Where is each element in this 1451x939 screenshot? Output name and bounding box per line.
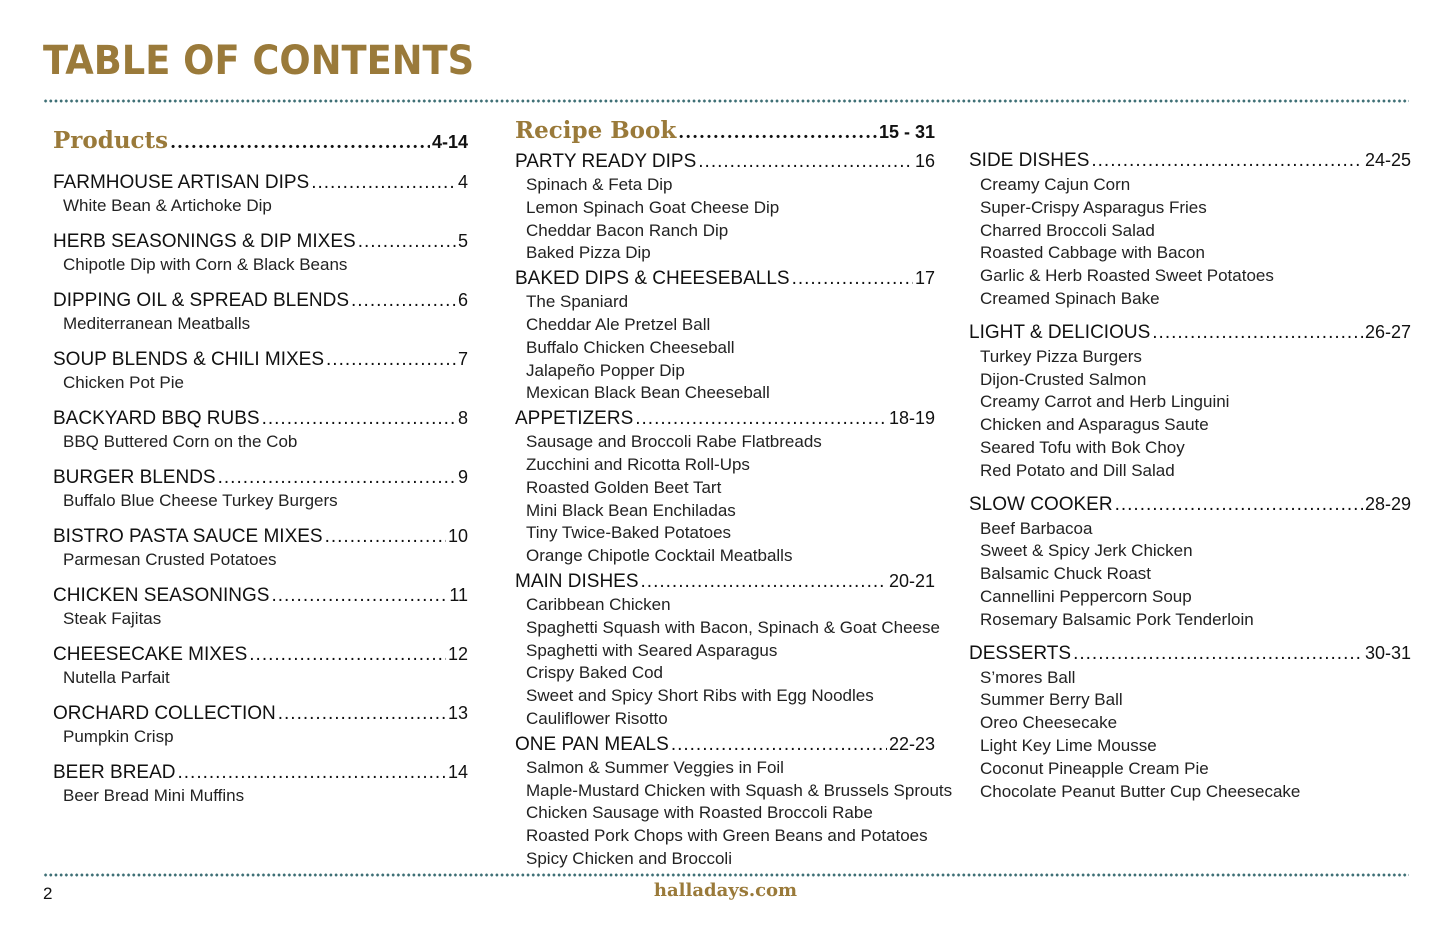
recipe-item[interactable]: Sausage and Broccoli Rabe Flatbreads	[526, 432, 822, 452]
toc-section	[969, 640, 1411, 804]
recipe-item[interactable]: Baked Pizza Dip	[526, 243, 651, 263]
section-page: 9	[457, 467, 468, 487]
toc-section	[53, 347, 468, 394]
leader-dots	[262, 407, 456, 431]
more-recipes-column	[969, 147, 1411, 803]
recipe-item[interactable]: S’mores Ball	[980, 667, 1076, 687]
section-name: MAIN DISHES	[515, 570, 639, 592]
toc-section-heading[interactable]	[53, 229, 468, 254]
section-name: CHICKEN SEASONINGS	[53, 585, 270, 606]
leader-dots	[170, 133, 430, 153]
recipe-item[interactable]: Beef Barbacoa	[980, 518, 1093, 538]
toc-section	[53, 288, 468, 335]
products-column	[53, 127, 468, 807]
recipe-item[interactable]: Chipotle Dip with Corn & Black Beans	[63, 255, 348, 274]
recipe-book-heading-row	[515, 116, 935, 148]
section-page: 7	[457, 349, 468, 369]
recipe-item[interactable]: Balsamic Chuck Roast	[980, 564, 1152, 584]
leader-dots	[1115, 492, 1363, 518]
recipe-item[interactable]: The Spaniard	[526, 292, 629, 312]
toc-section	[53, 583, 468, 630]
leader-dots	[358, 230, 456, 254]
recipe-item[interactable]: Lemon Spinach Goat Cheese Dip	[526, 197, 780, 217]
toc-section-heading[interactable]	[53, 465, 468, 490]
leader-dots	[678, 118, 877, 148]
leader-dots	[641, 570, 887, 594]
section-page: 6	[457, 290, 468, 310]
section-name: SLOW COOKER	[969, 493, 1113, 515]
leader-dots	[177, 761, 445, 785]
section-page: 16	[914, 151, 935, 171]
leader-dots	[218, 466, 456, 490]
recipe-item[interactable]: Salmon & Summer Veggies in Foil	[526, 757, 784, 777]
leader-dots	[351, 289, 456, 313]
toc-section-heading[interactable]	[515, 732, 935, 757]
section-page: 11	[449, 585, 468, 605]
recipe-item[interactable]: Sweet and Spicy Short Ribs with Egg Noodles	[526, 686, 874, 706]
toc-section	[515, 732, 953, 871]
toc-section-heading[interactable]	[53, 524, 468, 549]
toc-section	[969, 491, 1411, 632]
section-name: BAKED DIPS & CHEESEBALLS	[515, 268, 790, 290]
toc-section-heading[interactable]	[515, 149, 935, 174]
section-page: 8	[457, 408, 468, 428]
recipe-item[interactable]: Charred Broccoli Salad	[980, 220, 1155, 240]
section-page: 17	[914, 268, 935, 289]
recipe-item[interactable]: Coconut Pineapple Cream Pie	[980, 758, 1209, 778]
products-heading-row	[53, 127, 468, 154]
toc-section-heading[interactable]	[53, 288, 468, 313]
recipe-item[interactable]: Cannellini Peppercorn Soup	[980, 586, 1192, 606]
recipe-item[interactable]: Spinach & Feta Dip	[526, 175, 673, 194]
section-page: 5	[457, 231, 468, 251]
leader-dots	[1091, 148, 1363, 174]
toc-section-heading[interactable]	[53, 347, 468, 372]
recipe-item[interactable]: Crispy Baked Cod	[526, 663, 664, 683]
recipe-item[interactable]: Creamy Carrot and Herb Linguini	[980, 392, 1230, 412]
recipe-item[interactable]: Summer Berry Ball	[980, 690, 1123, 710]
toc-section	[969, 147, 1411, 311]
recipe-item[interactable]: Mediterranean Meatballs	[63, 314, 251, 333]
section-name: CHEESECAKE MIXES	[53, 644, 248, 665]
section-page: 20-21	[888, 570, 935, 591]
recipe-item[interactable]: Steak Fajitas	[63, 609, 162, 628]
products-heading: Products	[53, 127, 169, 154]
recipe-item[interactable]: Nutella Parfait	[63, 668, 170, 687]
recipe-item[interactable]: Buffalo Blue Cheese Turkey Burgers	[63, 491, 338, 510]
recipe-item[interactable]: Tiny Twice-Baked Potatoes	[526, 523, 732, 543]
recipe-item[interactable]: Mini Black Bean Enchiladas	[526, 500, 736, 520]
toc-section-heading[interactable]	[53, 406, 468, 431]
recipe-item[interactable]: Cheddar Bacon Ranch Dip	[526, 220, 729, 240]
leader-dots	[635, 407, 887, 431]
section-page: 26-27	[1364, 321, 1411, 342]
recipe-book-sections	[515, 149, 953, 871]
recipe-item[interactable]: Super-Crispy Asparagus Fries	[980, 197, 1207, 217]
section-page: 12	[447, 644, 468, 664]
recipe-item[interactable]: Jalapeño Popper Dip	[526, 360, 685, 380]
recipe-item[interactable]: Chicken Pot Pie	[63, 373, 184, 392]
section-name: LIGHT & DELICIOUS	[969, 321, 1151, 343]
section-name: FARMHOUSE ARTISAN DIPS	[53, 172, 310, 193]
recipe-item[interactable]: Cheddar Ale Pretzel Ball	[526, 314, 711, 334]
toc-section	[53, 406, 468, 453]
toc-section-heading[interactable]	[515, 406, 935, 431]
section-name: HERB SEASONINGS & DIP MIXES	[53, 231, 356, 252]
section-name: DESSERTS	[969, 642, 1072, 664]
leader-dots	[311, 171, 456, 195]
recipe-item[interactable]: Red Potato and Dill Salad	[980, 460, 1175, 480]
recipe-item[interactable]: Seared Tofu with Bok Choy	[980, 437, 1185, 457]
section-name: SOUP BLENDS & CHILI MIXES	[53, 349, 325, 370]
section-page: 28-29	[1364, 493, 1411, 514]
toc-section	[515, 266, 935, 405]
toc-section	[53, 524, 468, 571]
section-page: 14	[447, 762, 468, 782]
recipe-item[interactable]: Caribbean Chicken	[526, 594, 671, 614]
recipe-item[interactable]: Buffalo Chicken Cheeseball	[526, 337, 735, 357]
toc-section-heading[interactable]	[53, 760, 468, 785]
recipe-item[interactable]: Roasted Pork Chops with Green Beans and Potatoes	[526, 826, 928, 846]
recipe-item[interactable]: White Bean & Artichoke Dip	[63, 196, 272, 215]
section-page: 13	[447, 703, 468, 723]
section-page: 18-19	[888, 408, 935, 429]
products-pages: 4-14	[431, 132, 468, 152]
toc-section	[53, 701, 468, 748]
leader-dots	[1152, 320, 1363, 346]
toc-section	[515, 569, 940, 731]
toc-section-heading[interactable]	[53, 170, 468, 195]
recipe-item[interactable]: Roasted Cabbage with Bacon	[980, 243, 1205, 263]
recipe-item[interactable]: Spicy Chicken and Broccoli	[526, 848, 732, 868]
recipe-item[interactable]: Rosemary Balsamic Pork Tenderloin	[980, 609, 1254, 629]
leader-dots	[278, 702, 446, 726]
section-name: BEER BREAD	[53, 762, 176, 783]
recipe-item[interactable]: Zucchini and Ricotta Roll-Ups	[526, 454, 750, 474]
section-page: 24-25	[1364, 150, 1411, 170]
section-name: APPETIZERS	[515, 408, 634, 430]
leader-dots	[271, 584, 447, 608]
section-name: BISTRO PASTA SAUCE MIXES	[53, 526, 323, 547]
dotted-divider-bottom	[43, 873, 1409, 877]
toc-section	[53, 642, 468, 689]
recipe-item[interactable]: Creamy Cajun Corn	[980, 175, 1131, 194]
recipe-book-pages: 15 - 31	[878, 122, 935, 142]
recipe-item[interactable]: Light Key Lime Mousse	[980, 735, 1157, 755]
section-name: DIPPING OIL & SPREAD BLENDS	[53, 290, 349, 311]
leader-dots	[671, 733, 887, 757]
leader-dots	[1073, 641, 1363, 667]
section-name: SIDE DISHES	[969, 150, 1090, 171]
toc-section	[969, 319, 1411, 483]
toc-section-heading[interactable]	[53, 642, 468, 667]
recipe-book-column	[515, 116, 953, 871]
recipe-item[interactable]: Dijon-Crusted Salmon	[980, 369, 1147, 389]
toc-section	[53, 229, 468, 276]
recipe-item[interactable]: Chocolate Peanut Butter Cup Cheesecake	[980, 781, 1301, 801]
recipe-item[interactable]: Chicken and Asparagus Saute	[980, 415, 1209, 435]
recipe-item[interactable]: Chicken Sausage with Roasted Broccoli Rabe	[526, 803, 873, 823]
toc-section-heading[interactable]	[969, 147, 1411, 174]
toc-section	[515, 406, 935, 568]
recipe-item[interactable]: Orange Chipotle Cocktail Meatballs	[526, 546, 793, 566]
toc-section	[53, 760, 468, 807]
page-title: TABLE OF CONTENTS	[43, 38, 475, 84]
section-name: ONE PAN MEALS	[515, 733, 669, 755]
toc-section	[515, 149, 935, 265]
section-page: 22-23	[888, 733, 935, 754]
leader-dots	[326, 348, 456, 372]
leader-dots	[325, 525, 446, 549]
toc-section-heading[interactable]	[515, 266, 935, 291]
products-sections	[53, 170, 468, 807]
recipe-item[interactable]: Maple-Mustard Chicken with Squash & Brussels Sprouts	[526, 780, 953, 800]
toc-section	[53, 465, 468, 512]
website-link[interactable]: halladays.com	[653, 880, 798, 901]
toc-section-heading[interactable]	[53, 583, 468, 608]
toc-section-heading[interactable]	[969, 491, 1411, 518]
toc-section-heading[interactable]	[515, 569, 935, 594]
page-number: 2	[43, 884, 53, 903]
recipe-item[interactable]: Parmesan Crusted Potatoes	[63, 550, 277, 569]
section-name: PARTY READY DIPS	[515, 151, 697, 172]
toc-section-heading[interactable]	[969, 319, 1411, 346]
leader-dots	[792, 267, 913, 291]
recipe-item[interactable]: Mexican Black Bean Cheeseball	[526, 383, 770, 403]
recipe-item[interactable]: Garlic & Herb Roasted Sweet Potatoes	[980, 266, 1274, 286]
recipe-item[interactable]: Cauliflower Risotto	[526, 708, 668, 728]
more-recipes-sections	[969, 147, 1411, 803]
recipe-item[interactable]: Spaghetti with Seared Asparagus	[526, 640, 778, 660]
toc-section-heading[interactable]	[969, 640, 1411, 667]
leader-dots	[249, 643, 446, 667]
section-page: 10	[447, 526, 468, 546]
recipe-book-heading: Recipe Book	[515, 117, 677, 144]
recipe-item[interactable]: Sweet & Spicy Jerk Chicken	[980, 541, 1193, 561]
toc-section-heading[interactable]	[53, 701, 468, 726]
recipe-item[interactable]: Beer Bread Mini Muffins	[63, 786, 245, 805]
section-page: 4	[457, 172, 468, 192]
recipe-item[interactable]: Spaghetti Squash with Bacon, Spinach & Goat Cheese	[526, 617, 940, 637]
recipe-item[interactable]: Oreo Cheesecake	[980, 713, 1118, 733]
recipe-item[interactable]: Creamed Spinach Bake	[980, 288, 1160, 308]
recipe-item[interactable]: BBQ Buttered Corn on the Cob	[63, 432, 298, 451]
dotted-divider-top	[43, 99, 1409, 103]
recipe-item[interactable]: Roasted Golden Beet Tart	[526, 477, 722, 497]
section-name: BACKYARD BBQ RUBS	[53, 408, 260, 429]
recipe-item[interactable]: Turkey Pizza Burgers	[980, 346, 1142, 366]
leader-dots	[698, 150, 913, 174]
recipe-item[interactable]: Pumpkin Crisp	[63, 727, 174, 746]
toc-section	[53, 170, 468, 217]
section-name: ORCHARD COLLECTION	[53, 703, 276, 724]
section-name: BURGER BLENDS	[53, 467, 216, 488]
section-page: 30-31	[1364, 642, 1411, 663]
